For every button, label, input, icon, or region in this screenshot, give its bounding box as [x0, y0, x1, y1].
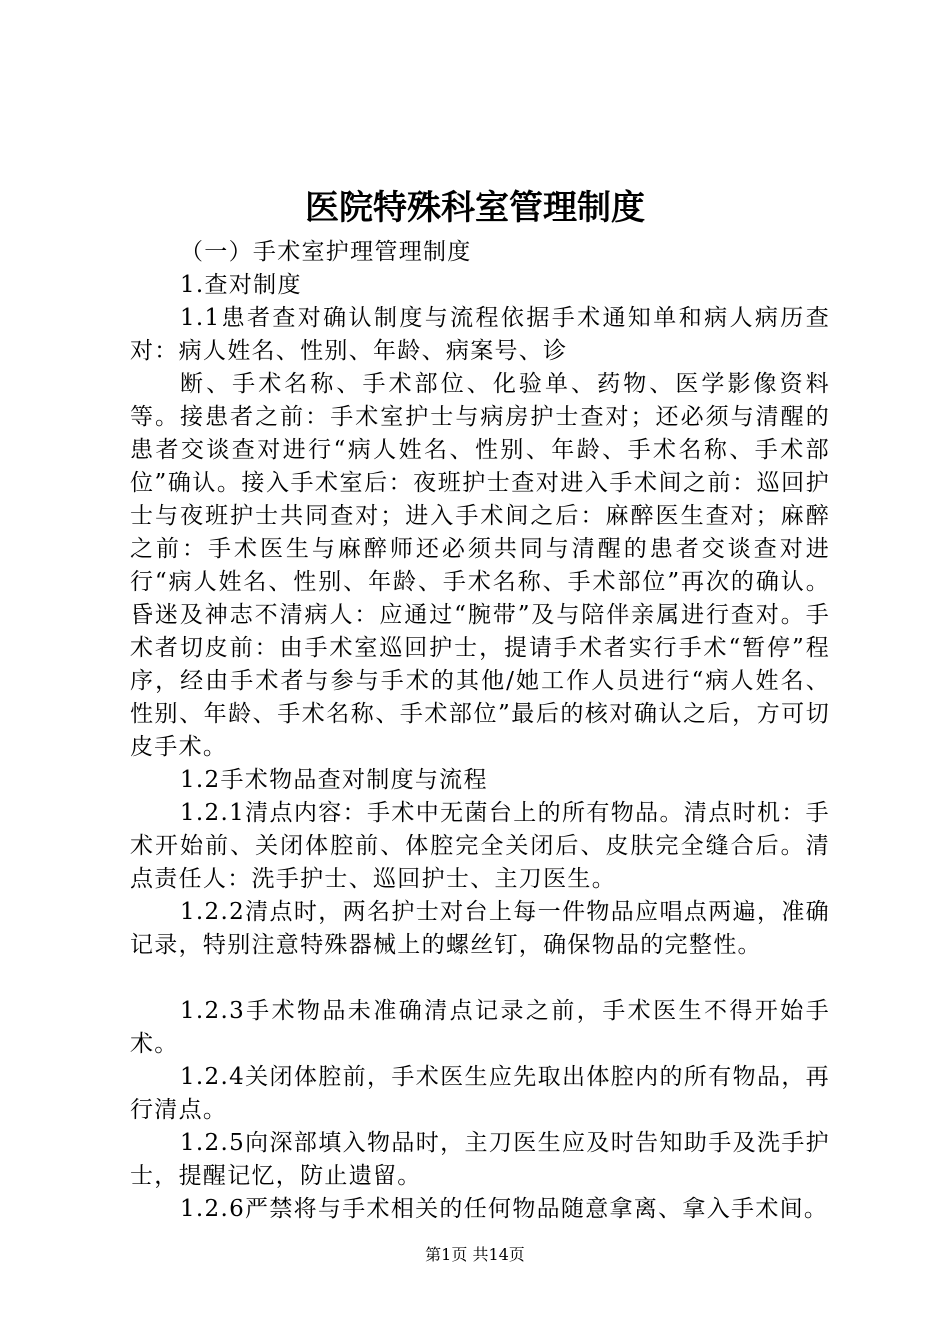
- body-paragraph: 1.2.2清点时，两名护士对台上每一件物品应唱点两遍，准确记录，特别注意特殊器械上的螺丝钉，确保物品的完整性。: [130, 899, 830, 958]
- document-title: 医院特殊科室管理制度: [305, 188, 645, 228]
- body-paragraph: 1.2.1清点内容：手术中无菌台上的所有物品。清点时机：手术开始前、关闭体腔前、体腔完全关闭后、皮肤完全缝合后。清点责任人：洗手护士、巡回护士、主刀医生。: [130, 800, 830, 892]
- page-footer: 第1页 共14页: [425, 1245, 525, 1264]
- subsection-heading: 1.2手术物品查对制度与流程: [180, 767, 488, 793]
- body-paragraph: 断、手术名称、手术部位、化验单、药物、医学影像资料等。接患者之前：手术室护士与病房护士查对；还必须与清醒的患者交谈查对进行“病人姓名、性别、年龄、手术名称、手术部位”确认。接入手术室后：夜班护士查对进入手术间之前：巡回护士与夜班护士共同查对；进入手术间之后：麻醉医生查对；麻醉之前：手术医生与麻醉师还必须共同与清醒的患者交谈查对进行“病人姓名、性别、年龄、手术名称、手术部位”再次的确认。昏迷及神志不清病人：应通过“腕带”及与陪伴亲属进行查对。手术者切皮前：由手术室巡回护士，提请手术者实行手术“暂停”程序，经由手术者与参与手术的其他/她工作人员进行“病人姓名、性别、年龄、手术名称、手术部位”最后的核对确认之后，方可切皮手术。: [130, 371, 830, 760]
- body-paragraph: 1.1患者查对确认制度与流程依据手术通知单和病人病历查对：病人姓名、性别、年龄、病案号、诊: [130, 305, 830, 364]
- body-paragraph: 1.2.4关闭体腔前，手术医生应先取出体腔内的所有物品，再行清点。: [130, 1064, 830, 1123]
- body-paragraph: 1.2.6严禁将与手术相关的任何物品随意拿离、拿入手术间。: [180, 1196, 829, 1222]
- document-body: [130, 236, 830, 1226]
- body-paragraph: 1.2.3手术物品未准确清点记录之前，手术医生不得开始手术。: [130, 998, 830, 1057]
- body-paragraph: 1.2.5向深部填入物品时，主刀医生应及时告知助手及洗手护士，提醒记忆，防止遗留。: [130, 1130, 830, 1189]
- subsection-heading: 1.查对制度: [180, 272, 302, 298]
- section-heading: （一）手术室护理管理制度: [180, 239, 472, 265]
